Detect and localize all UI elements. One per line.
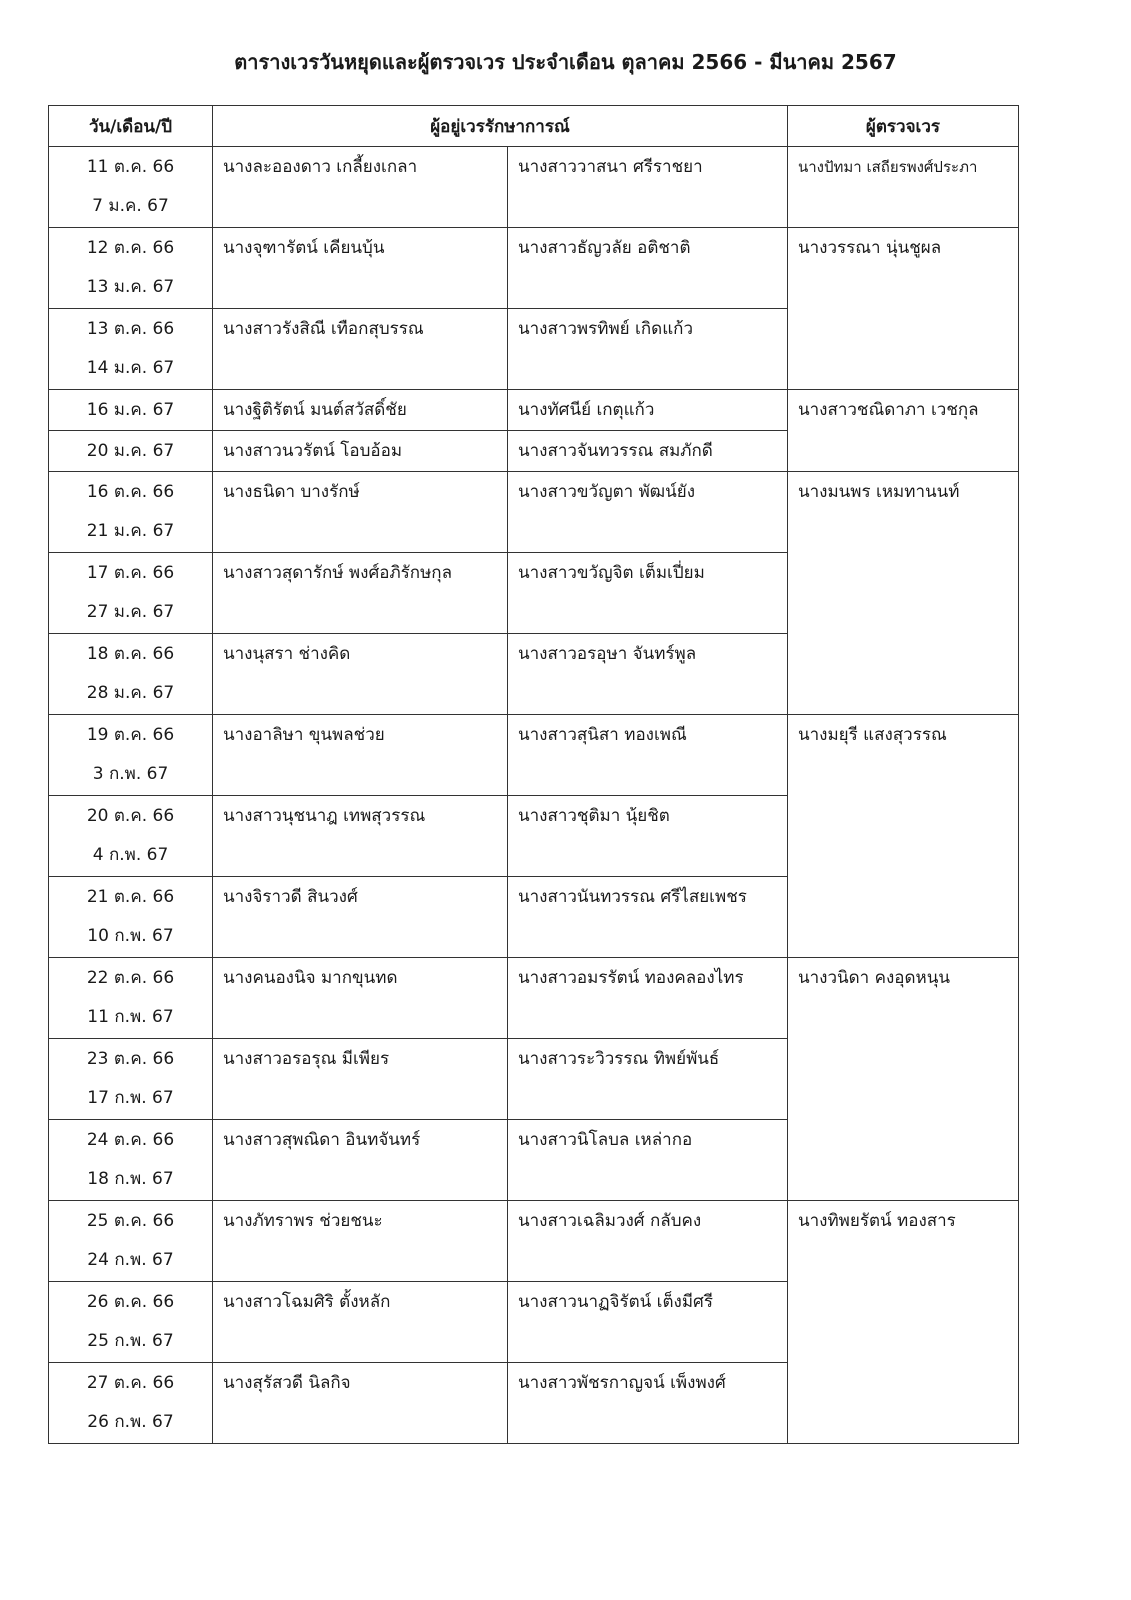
on-duty-name-1-cell (213, 877, 508, 958)
table-row (49, 715, 1019, 796)
on-duty-name-2-cell (508, 877, 788, 958)
on-duty-name: นางสาวชุติมา นุ้ยชิต (518, 806, 670, 826)
table-row (49, 147, 1019, 228)
on-duty-name: นางสาวขวัญจิต เต็มเปี่ยม (518, 563, 705, 583)
on-duty-name: นางสาวพรทิพย์ เกิดแก้ว (518, 319, 693, 339)
date-cell (49, 715, 213, 796)
table-header-row (49, 106, 1019, 147)
inspector-name: นางมนพร เหมทานนท์ (798, 482, 960, 502)
duty-date: 24 ต.ค. 66 (86, 1130, 175, 1150)
on-duty-name: นางอาลิษา ขุนพลช่วย (223, 725, 385, 745)
date-cell (49, 1201, 213, 1282)
on-duty-name: นางทัศนีย์ เกตุแก้ว (518, 400, 655, 420)
duty-date: 28 ม.ค. 67 (86, 683, 175, 703)
header-date: วัน/เดือน/ปี (49, 106, 213, 147)
on-duty-name: นางสาวอรอุษา จันทร์พูล (518, 644, 697, 664)
duty-date: 11 ก.พ. 67 (87, 1007, 174, 1027)
date-cell (49, 309, 213, 390)
on-duty-name: นางคนองนิจ มากขุนทด (223, 968, 398, 988)
inspector-cell (788, 958, 1019, 1201)
table-row (49, 390, 1019, 431)
on-duty-name-2-cell (508, 796, 788, 877)
date-cell (49, 228, 213, 309)
on-duty-name-2-cell (508, 472, 788, 553)
duty-date: 20 ม.ค. 67 (86, 441, 175, 461)
inspector-cell (788, 715, 1019, 958)
duty-date: 24 ก.พ. 67 (87, 1250, 174, 1270)
duty-date: 17 ก.พ. 67 (87, 1088, 174, 1108)
duty-date: 26 ต.ค. 66 (86, 1292, 175, 1312)
on-duty-name: นางสาวขวัญตา พัฒน์ยัง (518, 482, 696, 502)
on-duty-name: นางสาวรังสิณี เทือกสุบรรณ (223, 319, 424, 339)
on-duty-name: นางสาววาสนา ศรีราชยา (518, 157, 703, 177)
duty-date: 27 ต.ค. 66 (86, 1373, 175, 1393)
inspector-name: นางวนิดา คงอุดหนุน (798, 968, 950, 988)
on-duty-name-1-cell (213, 472, 508, 553)
duty-date: 20 ต.ค. 66 (86, 806, 175, 826)
date-cell (49, 472, 213, 553)
duty-date: 12 ต.ค. 66 (86, 238, 175, 258)
header-inspector: ผู้ตรวจเวร (788, 106, 1019, 147)
date-cell (49, 1120, 213, 1201)
duty-schedule-table (48, 105, 1019, 1444)
on-duty-name: นางสาวนันทวรรณ ศรีไสยเพชร (518, 887, 747, 907)
date-cell (49, 1282, 213, 1363)
on-duty-name-1-cell (213, 228, 508, 309)
on-duty-name-1-cell (213, 1120, 508, 1201)
header-on-duty: ผู้อยู่เวรรักษาการณ์ (213, 106, 788, 147)
on-duty-name: นางสาวเฉลิมวงศ์ กลับคง (518, 1211, 702, 1231)
duty-date: 23 ต.ค. 66 (86, 1049, 175, 1069)
on-duty-name-2-cell (508, 390, 788, 431)
inspector-name: นางมยุรี แสงสุวรรณ (798, 725, 947, 745)
date-cell (49, 958, 213, 1039)
on-duty-name: นางจิราวดี สินวงศ์ (223, 887, 358, 907)
on-duty-name: นางสาวโฉมศิริ ตั้งหลัก (223, 1292, 391, 1312)
on-duty-name: นางละอองดาว เกลี้ยงเกลา (223, 157, 418, 177)
on-duty-name-2-cell (508, 958, 788, 1039)
on-duty-name-1-cell (213, 715, 508, 796)
on-duty-name-1-cell (213, 1039, 508, 1120)
on-duty-name-2-cell (508, 1201, 788, 1282)
duty-date: 21 ม.ค. 67 (86, 521, 175, 541)
date-cell (49, 634, 213, 715)
table-row (49, 1201, 1019, 1282)
duty-date: 13 ต.ค. 66 (86, 319, 175, 339)
duty-date: 13 ม.ค. 67 (86, 277, 175, 297)
inspector-name: นางวรรณา นุ่นชูผล (798, 238, 942, 258)
on-duty-name-1-cell (213, 634, 508, 715)
inspector-cell (788, 1201, 1019, 1444)
inspector-name: นางปัทมา เสถียรพงศ์ประภา (798, 158, 978, 176)
on-duty-name-1-cell (213, 796, 508, 877)
duty-date: 26 ก.พ. 67 (87, 1412, 174, 1432)
duty-date: 18 ก.พ. 67 (87, 1169, 174, 1189)
on-duty-name: นางสาวนาฏจิรัตน์ เต็งมีศรี (518, 1292, 713, 1312)
duty-date: 18 ต.ค. 66 (86, 644, 175, 664)
on-duty-name-2-cell (508, 553, 788, 634)
on-duty-name-1-cell (213, 1282, 508, 1363)
on-duty-name-2-cell (508, 309, 788, 390)
on-duty-name-2-cell (508, 147, 788, 228)
on-duty-name: นางสาวนุชนาฎ เทพสุวรรณ (223, 806, 426, 826)
page-title: ตารางเวรวันหยุดและผู้ตรวจเวร ประจำเดือน ตุลาคม 2566 - มีนาคม 2567 (234, 50, 897, 74)
on-duty-name: นางสาวธัญวลัย อติชาติ (518, 238, 691, 258)
duty-date: 25 ต.ค. 66 (86, 1211, 175, 1231)
on-duty-name-1-cell (213, 309, 508, 390)
inspector-name: นางสาวชณิดาภา เวชกุล (798, 400, 979, 420)
on-duty-name: นางสุรัสวดี นิลกิจ (223, 1373, 351, 1393)
on-duty-name: นางสาวพัชรกาญจน์ เพ็งพงศ์ (518, 1373, 726, 1393)
inspector-cell (788, 472, 1019, 715)
duty-date: 10 ก.พ. 67 (87, 926, 174, 946)
date-cell (49, 1039, 213, 1120)
date-cell (49, 390, 213, 431)
on-duty-name: นางธนิดา บางรักษ์ (223, 482, 360, 502)
on-duty-name-2-cell (508, 1363, 788, 1444)
duty-date: 16 ต.ค. 66 (86, 482, 175, 502)
date-cell (49, 431, 213, 472)
date-cell (49, 796, 213, 877)
inspector-cell (788, 228, 1019, 390)
on-duty-name-2-cell (508, 431, 788, 472)
on-duty-name: นางสาวสุดารักษ์ พงศ์อภิรักษกุล (223, 563, 452, 583)
duty-date: 16 ม.ค. 67 (86, 400, 175, 420)
on-duty-name-1-cell (213, 147, 508, 228)
duty-date: 4 ก.พ. 67 (92, 845, 169, 865)
table-row (49, 472, 1019, 553)
date-cell (49, 147, 213, 228)
on-duty-name-1-cell (213, 1201, 508, 1282)
on-duty-name-2-cell (508, 228, 788, 309)
on-duty-name: นางฐิติรัตน์ มนต์สวัสดิ์ชัย (223, 400, 407, 420)
table-row (49, 958, 1019, 1039)
on-duty-name-2-cell (508, 1039, 788, 1120)
duty-date: 7 ม.ค. 67 (92, 196, 169, 216)
duty-date: 14 ม.ค. 67 (86, 358, 175, 378)
duty-date: 21 ต.ค. 66 (86, 887, 175, 907)
on-duty-name: นางสาวสุนิสา ทองเพณี (518, 725, 687, 745)
on-duty-name: นางนุสรา ช่างคิด (223, 644, 351, 664)
on-duty-name: นางสาวระวิวรรณ ทิพย์พันธ์ (518, 1049, 720, 1069)
on-duty-name-1-cell (213, 390, 508, 431)
on-duty-name: นางสาวนิโลบล เหล่ากอ (518, 1130, 693, 1150)
date-cell (49, 553, 213, 634)
on-duty-name-1-cell (213, 1363, 508, 1444)
on-duty-name-1-cell (213, 958, 508, 1039)
on-duty-name-1-cell (213, 553, 508, 634)
on-duty-name-2-cell (508, 634, 788, 715)
duty-date: 11 ต.ค. 66 (86, 157, 175, 177)
on-duty-name-2-cell (508, 1120, 788, 1201)
duty-date: 17 ต.ค. 66 (86, 563, 175, 583)
date-cell (49, 877, 213, 958)
on-duty-name-1-cell (213, 431, 508, 472)
inspector-cell (788, 390, 1019, 472)
on-duty-name: นางสาวอมรรัตน์ ทองคลองไทร (518, 968, 744, 988)
on-duty-name: นางภัทราพร ช่วยชนะ (223, 1211, 383, 1231)
on-duty-name-2-cell (508, 1282, 788, 1363)
inspector-cell (788, 147, 1019, 228)
on-duty-name-2-cell (508, 715, 788, 796)
table-row (49, 228, 1019, 309)
duty-date: 22 ต.ค. 66 (86, 968, 175, 988)
duty-date: 25 ก.พ. 67 (87, 1331, 174, 1351)
on-duty-name: นางสาวนวรัตน์ โอบอ้อม (223, 441, 403, 461)
on-duty-name: นางสาวอรอรุณ มีเพียร (223, 1049, 390, 1069)
on-duty-name: นางสาวจันทวรรณ สมภักดี (518, 441, 713, 461)
on-duty-name: นางจุฑารัตน์ เคียนบุ้น (223, 238, 385, 258)
duty-date: 19 ต.ค. 66 (86, 725, 175, 745)
duty-date: 27 ม.ค. 67 (86, 602, 175, 622)
date-cell (49, 1363, 213, 1444)
duty-date: 3 ก.พ. 67 (92, 764, 169, 784)
on-duty-name: นางสาวสุพณิดา อินทจันทร์ (223, 1130, 421, 1150)
inspector-name: นางทิพยรัตน์ ทองสาร (798, 1211, 956, 1231)
